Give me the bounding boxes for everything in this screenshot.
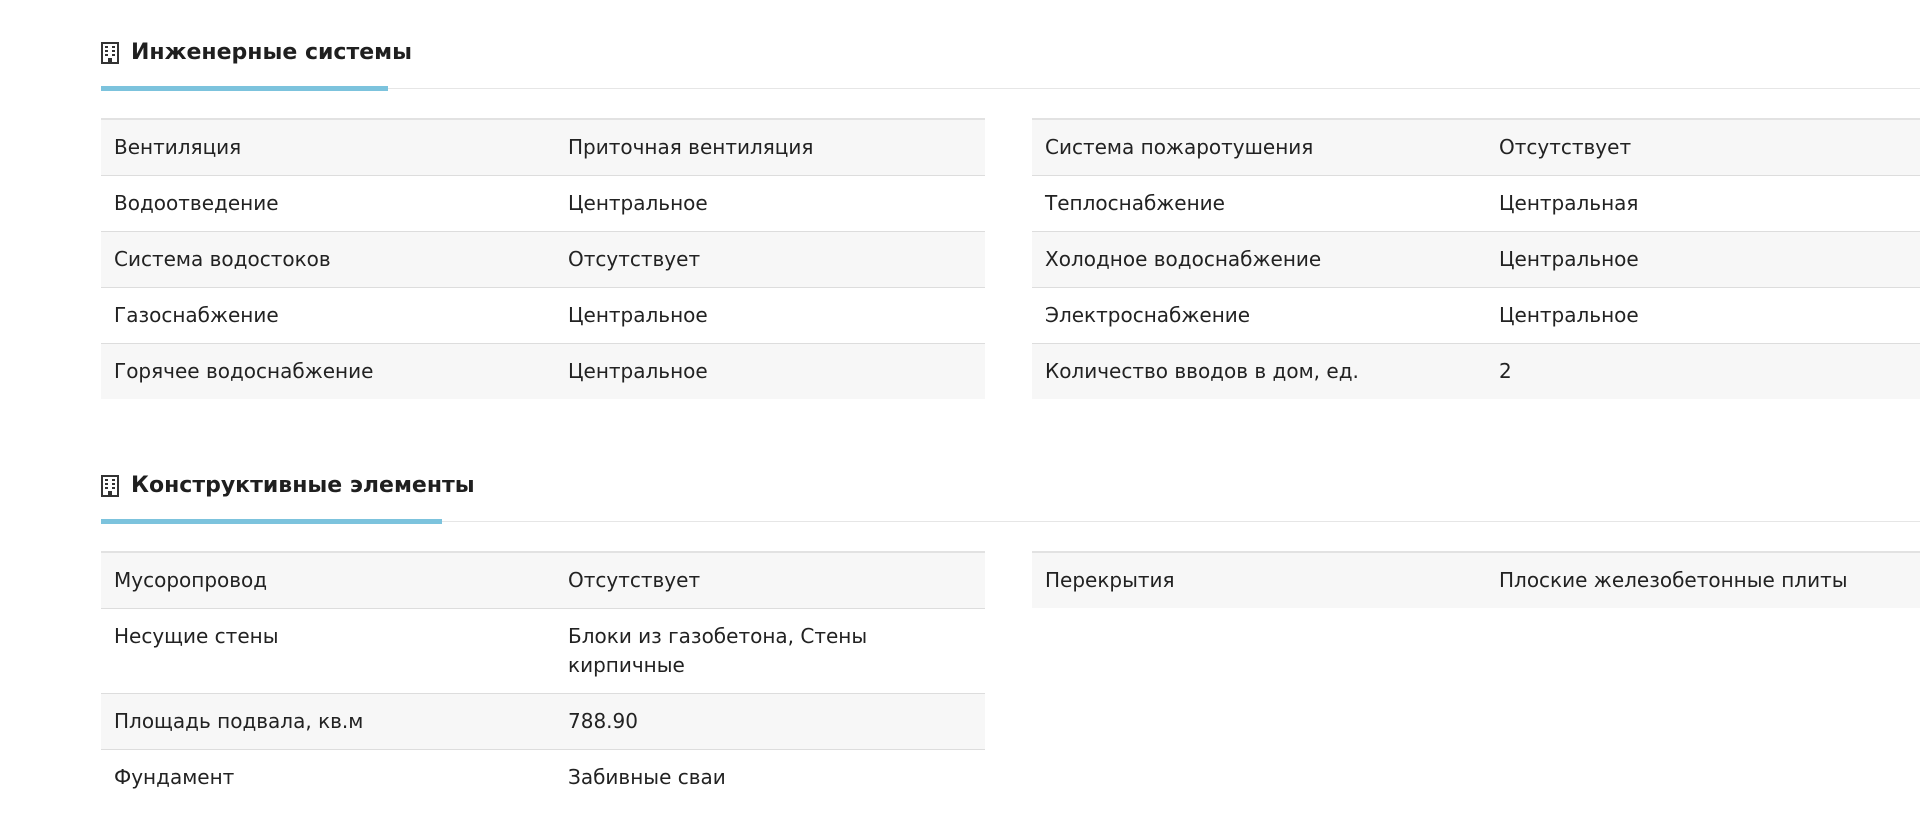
row-label: Мусоропровод xyxy=(101,552,555,608)
row-value: Блоки из газобетона, Стены кирпичные xyxy=(555,608,985,693)
row-value: Центральное xyxy=(1486,287,1920,343)
row-value: 2 xyxy=(1486,343,1920,399)
row-label: Холодное водоснабжение xyxy=(1032,231,1486,287)
row-value: Центральное xyxy=(555,287,985,343)
table-row xyxy=(101,608,985,693)
properties-table-right xyxy=(1032,551,1920,608)
section-title-underline xyxy=(101,519,442,524)
row-value: Центральное xyxy=(555,343,985,399)
table-row xyxy=(101,343,985,399)
table-row xyxy=(1032,231,1920,287)
row-label: Вентиляция xyxy=(101,119,555,175)
table-row xyxy=(101,552,985,608)
row-value: Центральное xyxy=(1486,231,1920,287)
row-value: Центральное xyxy=(555,175,985,231)
table-row xyxy=(1032,119,1920,175)
section-title xyxy=(101,40,412,65)
row-label: Горячее водоснабжение xyxy=(101,343,555,399)
table-row xyxy=(101,175,985,231)
properties-table-left xyxy=(101,118,985,399)
row-label: Фундамент xyxy=(101,749,555,805)
table-row xyxy=(101,749,985,805)
table-row xyxy=(1032,552,1920,608)
table-row xyxy=(101,231,985,287)
row-value: Отсутствует xyxy=(555,552,985,608)
row-value: Центральная xyxy=(1486,175,1920,231)
row-value: Забивные сваи xyxy=(555,749,985,805)
row-value: Приточная вентиляция xyxy=(555,119,985,175)
properties-table-right xyxy=(1032,118,1920,399)
row-label: Теплоснабжение xyxy=(1032,175,1486,231)
section-engineering-systems xyxy=(101,38,1920,383)
row-label: Перекрытия xyxy=(1032,552,1486,608)
section-title-underline xyxy=(101,86,388,91)
table-row xyxy=(1032,287,1920,343)
row-value: 788.90 xyxy=(555,693,985,749)
building-icon xyxy=(101,475,119,497)
section-title-text: Конструктивные элементы xyxy=(131,473,475,498)
table-row xyxy=(1032,343,1920,399)
table-row xyxy=(101,693,985,749)
section-header xyxy=(101,471,1920,522)
table-row xyxy=(101,119,985,175)
row-value: Плоские железобетонные плиты xyxy=(1486,552,1920,608)
row-label: Количество вводов в дом, ед. xyxy=(1032,343,1486,399)
section-title xyxy=(101,473,475,498)
row-label: Система пожаротушения xyxy=(1032,119,1486,175)
properties-table-left xyxy=(101,551,985,805)
row-label: Водоотведение xyxy=(101,175,555,231)
table-row xyxy=(101,287,985,343)
row-label: Несущие стены xyxy=(101,608,555,693)
table-row xyxy=(1032,175,1920,231)
section-header xyxy=(101,38,1920,89)
row-value: Отсутствует xyxy=(1486,119,1920,175)
row-label: Электроснабжение xyxy=(1032,287,1486,343)
row-value: Отсутствует xyxy=(555,231,985,287)
row-label: Система водостоков xyxy=(101,231,555,287)
building-icon xyxy=(101,42,119,64)
row-label: Площадь подвала, кв.м xyxy=(101,693,555,749)
section-title-text: Инженерные системы xyxy=(131,40,413,65)
row-label: Газоснабжение xyxy=(101,287,555,343)
section-structural-elements xyxy=(101,471,1920,789)
